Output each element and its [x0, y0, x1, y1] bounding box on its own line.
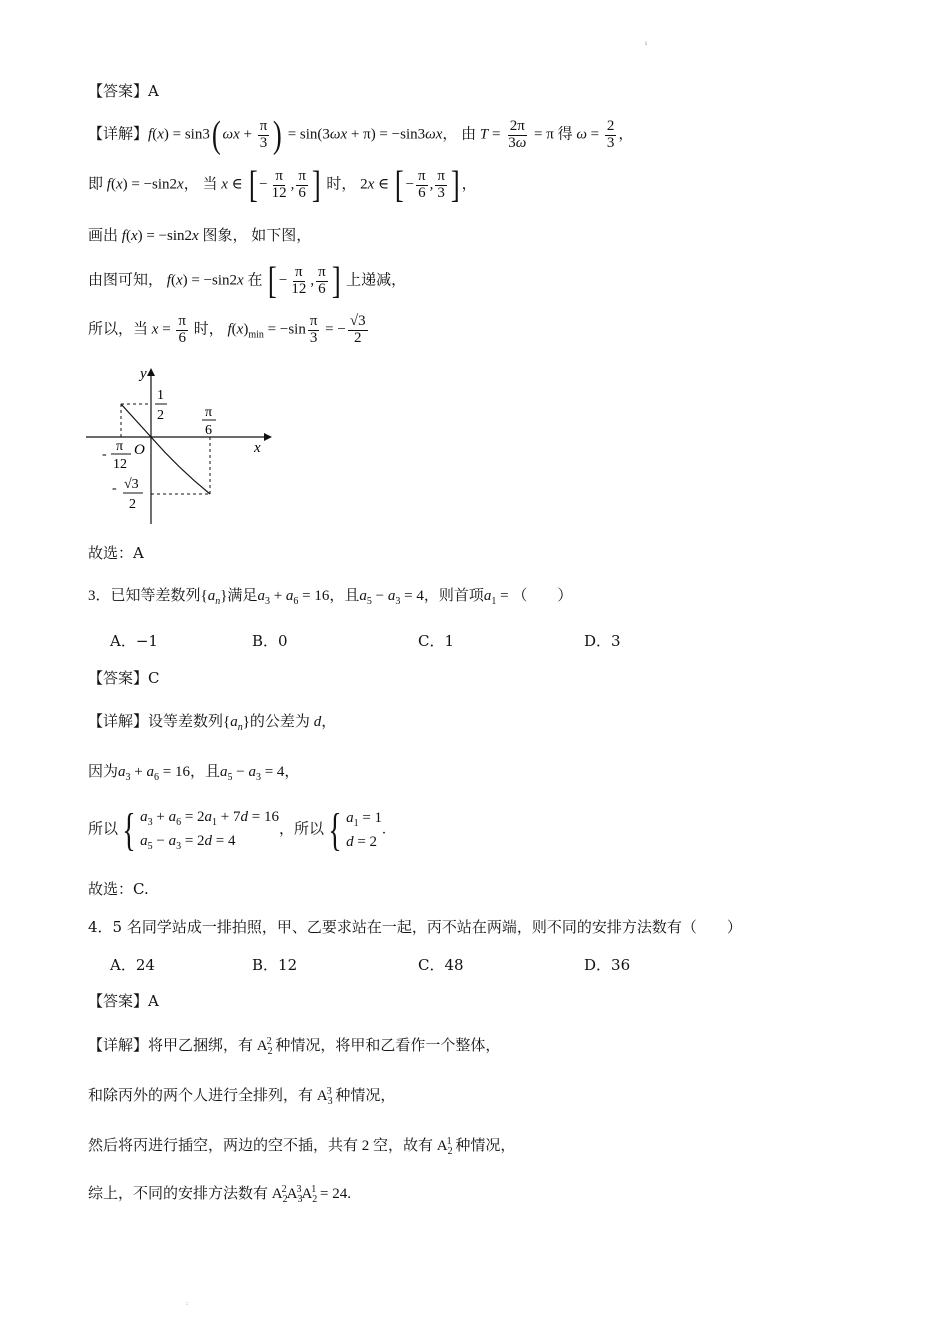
- label-pi6-num: π: [205, 405, 213, 420]
- q3-option-d: D．3: [584, 632, 621, 650]
- q4-detail-line3: 然后将丙进行插空，两边的空不插，共有 2 空，故有 $A_2^1$ 种情况，: [88, 1136, 516, 1157]
- q3-so: 所以: [88, 821, 119, 838]
- q4-line2-a: 和除丙外的两个人进行全排列，有: [88, 1088, 314, 1104]
- label-neg-pi12-num: π: [116, 439, 124, 454]
- q2-detail-line3: 画出 f(x) = −sin2x 图象， 如下图，: [88, 228, 312, 244]
- q3-question-prefix: 3．已知等差数列: [88, 588, 201, 604]
- q3-so2: ，所以: [278, 821, 324, 838]
- q3-detail-line3: 所以 { $a_3 + a_6 = 2a_1 + 7d = 16$ $a_5 - a_3 = 2d = 4$ ，所以 { $a_1 = 1$ d = 2 .: [88, 804, 386, 855]
- q3-detail-line1: 【详解】设等差数列$\{a_n\}$的公差为 d，: [88, 714, 337, 733]
- x-axis-arrow-icon: [264, 433, 272, 441]
- q4-line1-b: 种情况，将甲和乙看作一个整体，: [275, 1038, 501, 1054]
- q4-detail-line2: 和除丙外的两个人进行全排列，有 $A_3^3$ 种情况，: [88, 1086, 396, 1107]
- q4-line4-a: 综上，不同的安排方法数有: [88, 1186, 269, 1202]
- q4-question: 4．5 名同学站成一排拍照，甲、乙要求站在一起，丙不站在两端，则不同的安排方法数有（ ）: [88, 918, 742, 936]
- q2-detail-line1: 【详解】f(x) = sin3( ωx + $\frac{\pi}{3}$ ) = sin(3ωx + π) = −sin3ωx， 由 T = $\frac{2\pi}{3\omega}$ = π 得 ω = $\frac{2}{3}$ ，: [88, 114, 634, 156]
- q4-option-a: A．24: [110, 956, 155, 974]
- label-pi6-den: 6: [205, 423, 212, 438]
- q3-question: 3．已知等差数列$\{a_n\}$满足$a_3 + a_6 = 16$，且$a_5 - a_3 = 4$，则首项$a_1$ = （ ）: [88, 588, 573, 607]
- q3-because: 因为: [88, 764, 119, 780]
- q4-line3-b: 种情况，: [455, 1138, 516, 1154]
- label-y: y: [140, 366, 147, 382]
- q2-detail-prefix: 【详解】: [88, 126, 149, 143]
- q3-choose: 故选：C.: [88, 880, 149, 898]
- q3-answer: 【答案】C: [88, 669, 160, 687]
- q3-detail-suffix: 的公差为: [249, 714, 310, 730]
- q3-detail-line2: 因为$a_3 + a_6 = 16$，且$a_5 - a_3 = 4$，: [88, 764, 300, 783]
- q4-line4-b: = 24.: [320, 1186, 352, 1202]
- q3-question-mid1: 满足: [227, 588, 258, 604]
- q3-option-a: A．−1: [110, 632, 158, 650]
- sine-graph: [86, 364, 276, 526]
- q2-detail-line4: 由图可知， f(x) = −sin2x 在 [ − $\frac{\pi}{12}$ , $\frac{\pi}{6}$ ] 上递减，: [88, 260, 407, 302]
- label-neg-sqrt3-num: √3: [124, 477, 139, 492]
- label-x: x: [254, 440, 261, 456]
- label-neg-pi12-den: 12: [113, 457, 127, 472]
- y-axis-arrow-icon: [147, 368, 155, 376]
- label-half-num: 1: [157, 388, 164, 403]
- q3-question-end: （ ）: [512, 588, 573, 604]
- q4-line2-b: 种情况，: [335, 1088, 396, 1104]
- q2-detail-line5: 所以，当 x = $\frac{\pi}{6}$ 时， $f(x)_{min} = -\sin$ $\frac{\pi}{3}$ = − $\frac{√3}{2}$: [88, 313, 366, 346]
- footer-mark: :: [186, 1300, 189, 1307]
- q3-question-mid3: ，则首项: [423, 588, 484, 604]
- header-mark: ı: [645, 40, 647, 47]
- q4-option-d: D．36: [584, 956, 631, 974]
- q3-option-c: C．1: [418, 632, 455, 650]
- q4-detail-line1: 【详解】将甲乙捆绑，有 $A_2^2$ 种情况，将甲和乙看作一个整体，: [88, 1036, 501, 1057]
- q2-choose: 故选：A: [88, 544, 144, 562]
- q4-line1-a: 【详解】将甲乙捆绑，有: [88, 1038, 254, 1054]
- q4-detail-line4: 综上，不同的安排方法数有 $A_2^2A_3^3A_2^1 = 24$.: [88, 1184, 352, 1205]
- q3-detail-prefix: 【详解】设等差数列: [88, 714, 224, 730]
- q3-option-b: B．0: [252, 632, 288, 650]
- q4-option-c: C．48: [418, 956, 464, 974]
- q2-detail-line2: 即 f(x) = −sin2x， 当 x ∈ [ − $\frac{\pi}{12}$ , $\frac{\pi}{6}$ ] 时， 2x ∈ [ − $\frac{\pi}{6}$ , $\frac{\pi}{3}$ ] ，: [88, 164, 477, 206]
- label-neg-sign2: -: [112, 481, 117, 496]
- label-origin: O: [134, 442, 145, 458]
- q4-line3-a: 然后将丙进行插空，两边的空不插，共有 2 空，故有: [88, 1138, 434, 1154]
- q2-answer: 【答案】A: [88, 82, 159, 100]
- label-half-den: 2: [157, 408, 164, 423]
- q4-answer: 【答案】A: [88, 992, 159, 1010]
- q3-question-mid2: ，且: [329, 588, 360, 604]
- q3-and: ，且: [189, 764, 220, 780]
- label-neg-sign1: -: [102, 447, 107, 462]
- label-neg-sqrt3-den: 2: [129, 497, 136, 512]
- q4-option-b: B．12: [252, 956, 298, 974]
